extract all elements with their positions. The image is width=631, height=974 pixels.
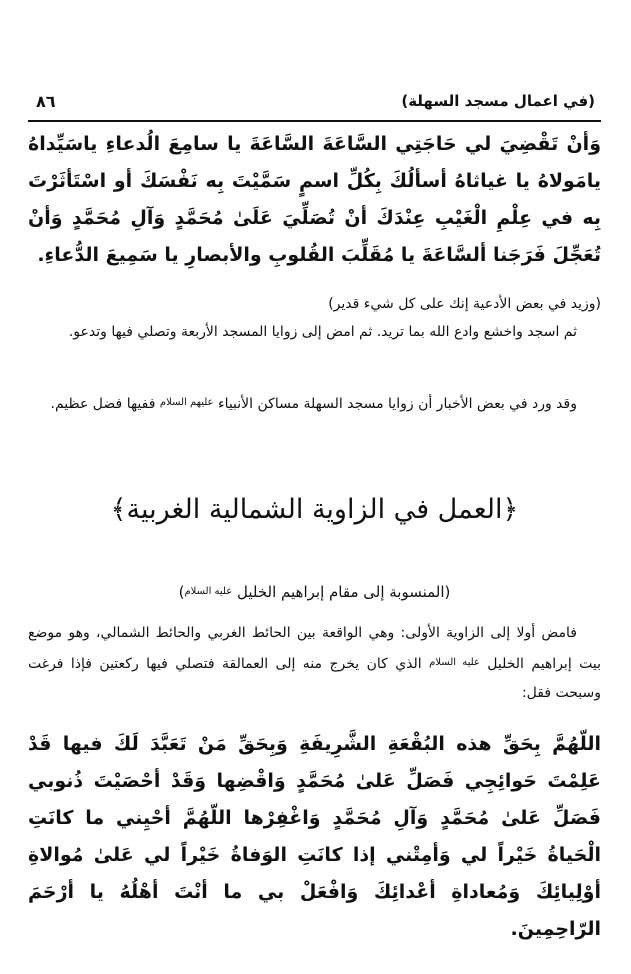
paragraph-prostration-text: ثم اسجد واخشع وادع الله بما تريد. ثم امض إلى زوايا المسجد الأربعة وتصلي فيها وتدعو. — [68, 324, 577, 340]
honorific-glyph: عليهم السلام — [159, 397, 214, 408]
paragraph-corners-before: وقد ورد في بعض الأخبار أن زوايا مسجد السهلة مساكن الأنبياء — [217, 396, 577, 412]
section-subtitle — [28, 578, 601, 606]
paragraph-first-corner-after: الذي كان يخرج منه إلى العمالقة فتصلي فيها ركعتين فإذا فرغت وسبحت فقل: — [28, 656, 601, 701]
paragraph-corners-after: ففيها فضل عظيم. — [50, 396, 156, 412]
honorific-glyph: عليه السلام — [429, 657, 480, 668]
running-header-title: (في اعمال مسجد السهلة) — [401, 92, 595, 110]
note-additional-phrase: (وزيد في بعض الأدعية إنك على كل شيء قدير) — [328, 296, 601, 312]
section-title: ﴿العمل في الزاوية الشمالية الغربية﴾ — [110, 494, 519, 525]
book-page — [28, 0, 601, 974]
paragraph-prostration-instruction — [28, 318, 601, 347]
paragraph-first-corner — [28, 619, 601, 708]
running-header — [28, 92, 601, 116]
header-divider — [28, 120, 601, 122]
paragraph-first-corner-before: فامض أولا إلى الزاوية الأولى: وهي الواقعة بين الحائط الغربي والحائط الشمالي، وهو موضع بيت إبراهيم الخليل — [28, 625, 602, 672]
honorific-glyph: عليه السلام — [184, 586, 233, 597]
supplication-text-1: وَأنْ تَقْضِيَ لي حَاجَتِي السَّاعَةَ السَّاعَةَ يا سامِعَ الُدعاءِ ياسَيِّداهُ يامَولاهُ يا غياثاهُ أسألُكَ بِكُلِّ اسمٍ سَمَّيْتَ بِه نَفْسَكَ أو اسْتَأثَرْتَ بِه في عِلْمِ الْغَيْبِ عِنْدَكَ أنْ تُصَلِّيَ عَلَىٰ مُحَمَّدٍ وَآلِ مُحَمَّدٍ وَأنْ تُعَجِّلَ فَرَجَنا ألسَّاعَةَ يا مُقَلِّبَ القُلوبِ والأبصارِ يا سَمِيعَ الدُّعاءِ. — [28, 133, 601, 266]
page-number: ٨٦ — [36, 92, 56, 111]
supplication-text-2: اللّهُمَّ بِحَقِّ هذه البُقْعَةِ الشَّرِيفَةِ وَبِحَقِّ مَنْ تَعَبَّدَ لَكَ فيها قَدْ عَلِمْتَ حَوائِجِي فَصَلِّ عَلىٰ مُحَمَّدٍ وَاقْضِها وَقَدْ أحْصَيْتَ ذُنوبي فَصَلِّ عَلىٰ مُحَمَّدٍ وَآلِ مُحَمَّدٍ وَاغْفِرْها اللّهُمَّ أحْيِني ما كانَتِ الْحَياةُ خَيْراً لي وَأمِتْني إذا كانَتِ الوَفاةُ خَيْراً لي عَلىٰ مُوالاةِ أوْلِيائِكَ وَمُعاداةِ أعْدائِكَ وَافْعَلْ بي ما أنْتَ أهْلُهُ يا أرْحَمَ الرّاحِمِينَ. — [28, 733, 601, 940]
paragraph-corners-virtue — [28, 388, 601, 419]
subtitle-after: ) — [178, 583, 185, 601]
subtitle-before: (المنسوبة إلى مقام إبراهيم الخليل — [236, 583, 451, 601]
